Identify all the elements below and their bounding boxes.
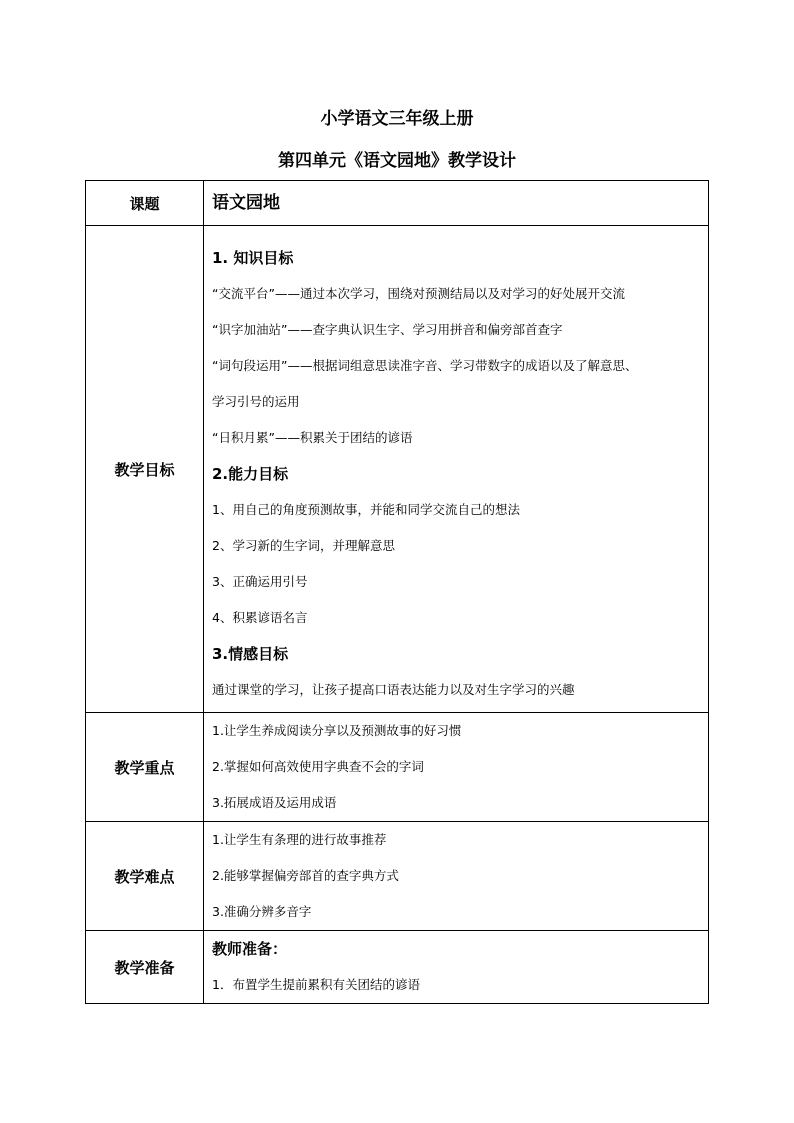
- row-difficulties: [86, 822, 709, 931]
- emotion-goal-heading: 3.情感目标: [212, 645, 289, 663]
- teacher-prep-heading: 教师准备：: [212, 940, 288, 958]
- knowledge-item: 学习引号的运用: [212, 394, 300, 409]
- row-preparation: [86, 931, 709, 1004]
- preparation-label: 教学准备: [86, 931, 204, 1004]
- topic-label: 课题: [86, 181, 204, 226]
- row-goals: [86, 226, 709, 713]
- goals-label: 教学目标: [86, 226, 204, 713]
- lesson-plan-table: [85, 180, 709, 1004]
- topic-value: 语文园地: [212, 193, 280, 213]
- document-subtitle: 第四单元《语文园地》教学设计: [278, 151, 516, 171]
- document-title: 小学语文三年级上册: [320, 109, 474, 129]
- row-topic: [86, 181, 709, 226]
- ability-item: 2、学习新的生字词，并理解意思: [212, 538, 395, 553]
- preparation-item: 1．布置学生提前累积有关团结的谚语: [212, 977, 420, 992]
- topic-cell: [204, 181, 709, 226]
- goals-cell: [204, 226, 709, 713]
- key-points-cell: [204, 713, 709, 822]
- difficulties-label: 教学难点: [86, 822, 204, 931]
- knowledge-item: “日积月累”——积累关于团结的谚语: [212, 430, 413, 445]
- difficulties-cell: [204, 822, 709, 931]
- emotion-item: 通过课堂的学习，让孩子提高口语表达能力以及对生字学习的兴趣: [212, 682, 575, 697]
- row-key-points: [86, 713, 709, 822]
- ability-item: 1、用自己的角度预测故事，并能和同学交流自己的想法: [212, 502, 520, 517]
- key-points-label: 教学重点: [86, 713, 204, 822]
- knowledge-item: “识字加油站”——查字典认识生字、学习用拼音和偏旁部首查字: [212, 322, 563, 337]
- difficulty-item: 1.让学生有条理的进行故事推荐: [212, 832, 387, 847]
- key-point-item: 3.拓展成语及运用成语: [212, 795, 337, 810]
- key-point-item: 1.让学生养成阅读分享以及预测故事的好习惯: [212, 723, 462, 738]
- key-point-item: 2.掌握如何高效使用字典查不会的字词: [212, 759, 424, 774]
- difficulty-item: 2.能够掌握偏旁部首的查字典方式: [212, 868, 399, 883]
- knowledge-item: “交流平台”——通过本次学习，围绕对预测结局以及对学习的好处展开交流: [212, 286, 625, 301]
- knowledge-item: “词句段运用”——根据词组意思读准字音、学习带数字的成语以及了解意思、: [212, 358, 638, 373]
- ability-item: 3、正确运用引号: [212, 574, 308, 589]
- difficulty-item: 3.准确分辨多音字: [212, 904, 312, 919]
- ability-item: 4、积累谚语名言: [212, 610, 308, 625]
- ability-goal-heading: 2.能力目标: [212, 465, 289, 483]
- knowledge-goal-heading: 1. 知识目标: [212, 249, 294, 267]
- preparation-cell: [204, 931, 709, 1004]
